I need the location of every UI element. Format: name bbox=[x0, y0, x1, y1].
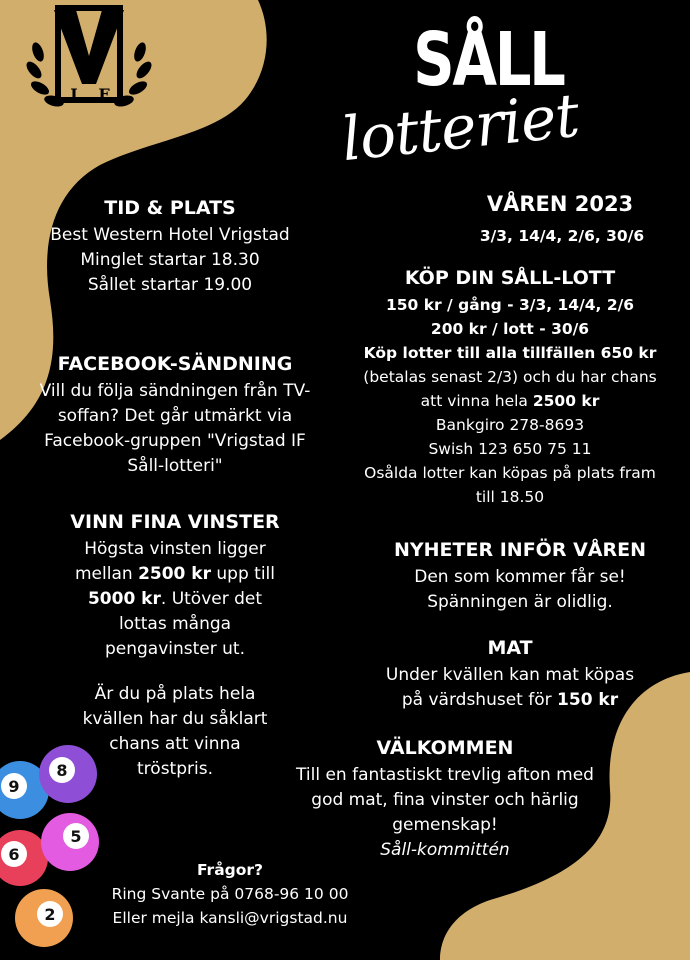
section-valkommen bbox=[285, 736, 605, 863]
text-line: Högsta vinsten ligger bbox=[84, 539, 266, 559]
text-line: kvällen har du såklart bbox=[82, 709, 268, 729]
email-line: Eller mejla kansli@vrigstad.nu bbox=[112, 909, 348, 927]
logo-letter-f: F bbox=[98, 85, 110, 104]
spacer bbox=[30, 662, 320, 682]
text-line: Under kvällen kan mat köpas bbox=[385, 665, 635, 685]
ball-number: 9 bbox=[8, 777, 20, 796]
text-line: Såll-lotteri" bbox=[127, 456, 223, 476]
section-tid-plats bbox=[20, 196, 320, 298]
ball-number: 8 bbox=[56, 761, 68, 780]
text-line: (betalas senast 2/3) och du har chans bbox=[363, 368, 657, 386]
lottery-balls bbox=[0, 740, 110, 960]
heading-mat: MAT bbox=[487, 637, 533, 659]
bankgiro-line: Bankgiro 278-8693 bbox=[435, 416, 585, 434]
prize-amount: 2500 kr bbox=[532, 392, 600, 410]
text-line: till 18.50 bbox=[475, 488, 545, 506]
title-lotteriet: lotteriet bbox=[338, 80, 582, 176]
text-line: Vill du följa sändningen från TV- bbox=[39, 381, 311, 401]
price-line: 150 kr / gång - 3/3, 14/4, 2/6 bbox=[385, 296, 635, 314]
heading-valkommen: VÄLKOMMEN bbox=[376, 737, 514, 759]
logo-letter-i: I bbox=[70, 85, 78, 104]
prize-amount: 5000 kr bbox=[87, 589, 161, 609]
food-price: 150 kr bbox=[557, 690, 619, 710]
text-line bbox=[370, 688, 650, 713]
section-facebook bbox=[20, 352, 330, 479]
text-span: mellan bbox=[75, 564, 139, 584]
ball-6 bbox=[0, 830, 48, 886]
swish-line: Swish 123 650 75 11 bbox=[428, 440, 592, 458]
ball-5 bbox=[41, 813, 99, 871]
text-line: Osålda lotter kan köpas på plats fram bbox=[364, 464, 656, 482]
logo-v-letter bbox=[54, 10, 124, 84]
text-line: gemenskap! bbox=[392, 815, 498, 835]
text-line: pengavinster ut. bbox=[104, 639, 245, 659]
text-line: Facebook-gruppen "Vrigstad IF bbox=[44, 431, 306, 451]
section-kop-lott bbox=[345, 266, 675, 509]
section-mat bbox=[370, 636, 650, 713]
ball-2 bbox=[15, 889, 73, 947]
text-line: Sållet startar 19.00 bbox=[87, 275, 253, 295]
signature: Såll-kommittén bbox=[380, 840, 510, 860]
section-fragor bbox=[105, 858, 355, 930]
text-line: Minglet startar 18.30 bbox=[80, 250, 260, 270]
text-line: soffan? Det går utmärkt via bbox=[57, 406, 293, 426]
price-line: 200 kr / lott - 30/6 bbox=[430, 320, 590, 338]
heading-facebook: FACEBOOK-SÄNDNING bbox=[57, 353, 293, 375]
heading-vinster: VINN FINA VINSTER bbox=[70, 511, 280, 533]
text-span: på värdshuset för bbox=[401, 690, 558, 710]
ball-number: 6 bbox=[8, 845, 20, 864]
heading-nyheter: NYHETER INFÖR VÅREN bbox=[394, 539, 646, 561]
text-span: upp till bbox=[211, 564, 275, 584]
text-line bbox=[30, 562, 320, 587]
heading-kop-lott: KÖP DIN SÅLL-LOTT bbox=[404, 267, 616, 289]
ball-8 bbox=[39, 745, 97, 803]
text-line: Den som kommer får se! bbox=[414, 567, 626, 587]
prize-amount: 2500 kr bbox=[138, 564, 211, 584]
text-line: tröstpris. bbox=[137, 759, 213, 779]
event-dates: 3/3, 14/4, 2/6, 30/6 bbox=[479, 227, 645, 245]
text-line: Är du på plats hela bbox=[94, 684, 256, 704]
ball-number: 2 bbox=[44, 905, 56, 924]
text-span: att vinna hela bbox=[420, 392, 533, 410]
text-line: chans att vinna bbox=[109, 734, 241, 754]
section-nyheter bbox=[380, 538, 660, 615]
text-line: Spänningen är olidlig. bbox=[427, 592, 613, 612]
title-sall: SÅLL bbox=[413, 17, 564, 103]
text-line: Till en fantastiskt trevlig afton med bbox=[296, 765, 594, 785]
text-line bbox=[345, 389, 675, 413]
text-line: Best Western Hotel Vrigstad bbox=[50, 225, 290, 245]
text-span: . Utöver det bbox=[160, 589, 263, 609]
text-line bbox=[30, 587, 320, 612]
season-label: VÅREN 2023 bbox=[486, 192, 634, 216]
text-line: lottas många bbox=[118, 614, 232, 634]
text-line: god mat, fina vinster och härlig bbox=[311, 790, 579, 810]
ball-number: 5 bbox=[70, 827, 82, 846]
club-logo bbox=[24, 4, 154, 114]
phone-line: Ring Svante på 0768-96 10 00 bbox=[111, 885, 349, 903]
heading-tid-plats: TID & PLATS bbox=[104, 197, 236, 219]
price-line: Köp lotter till alla tillfällen 650 kr bbox=[363, 344, 657, 362]
heading-fragor: Frågor? bbox=[196, 861, 264, 879]
